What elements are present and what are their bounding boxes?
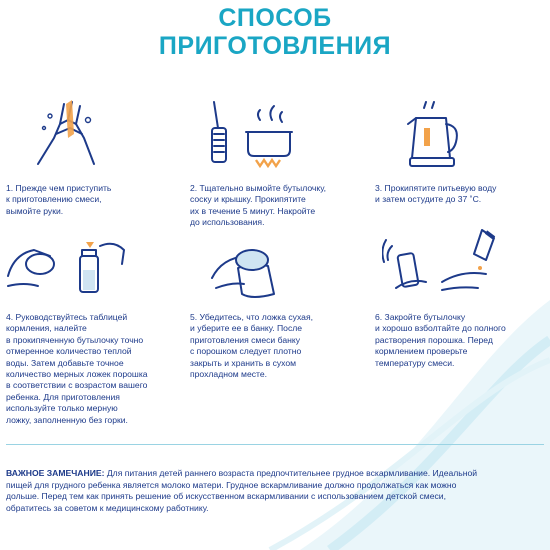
step-1-text: 1. Прежде чем приступить к приготовлению смеси, вымойте руки. [6,183,112,216]
shake-bottle-wrist-test-icon [382,224,502,296]
step-3-text: 3. Прокипятите питьевую воду и затем остудите до 37 ˚С. [375,183,497,205]
note-line-4: обратитесь за советом к медицинскому работнику. [6,502,209,513]
note-line-3: дольше. Перед тем как принять решение об искусственном вскармливании с использованием детской смеси, [6,491,446,502]
note-label: ВАЖНОЕ ЗАМЕЧАНИЕ: [6,468,105,478]
step-4-text: 4. Руководствуйтесь таблицей кормления, налейте в прокипяченную бутылочку точно отмеренное количество теплой воды. Затем добавьте точное количество мерных ложек порошка в соответствии с возрастом вашего ребенка. Для приготовления используйте только мерную ложку, заполненную без горки. [6,312,148,425]
bottle-brush-boiling-pot-icon [200,98,300,172]
page-title-line1: СПОСОБ [218,4,332,32]
note-line-2: пищей для грудного ребенка является молоко матери. Грудное вскармливание должно продолжаться как можно [6,479,457,490]
page-title-line2: ПРИГОТОВЛЕНИЯ [158,32,392,60]
measuring-spoon-bottle-icon [4,236,128,296]
important-note [6,468,526,514]
step-2-text: 2. Тщательно вымойте бутылочку, соску и крышку. Прокипятите их в течение 5 минут. Накройте до использования. [190,183,327,228]
step-5-text: 5. Убедитесь, что ложка сухая, и уберите ее в банку. После приготовления смеси банку с порошком следует плотно закрыть и хранить в сухом прохладном месте. [190,312,313,380]
section-divider [6,444,544,445]
electric-kettle-icon [406,100,464,172]
hands-washing-icon [30,94,106,168]
step-6-text: 6. Закройте бутылочку и хорошо взболтайте до полного растворения порошка. Перед кормлением проверьте температуру смеси. [375,312,506,368]
dry-spoon-can-icon [208,238,288,302]
note-line-1: Для питания детей раннего возраста предпочтительнее грудное вскармливание. Идеальной [104,468,478,478]
